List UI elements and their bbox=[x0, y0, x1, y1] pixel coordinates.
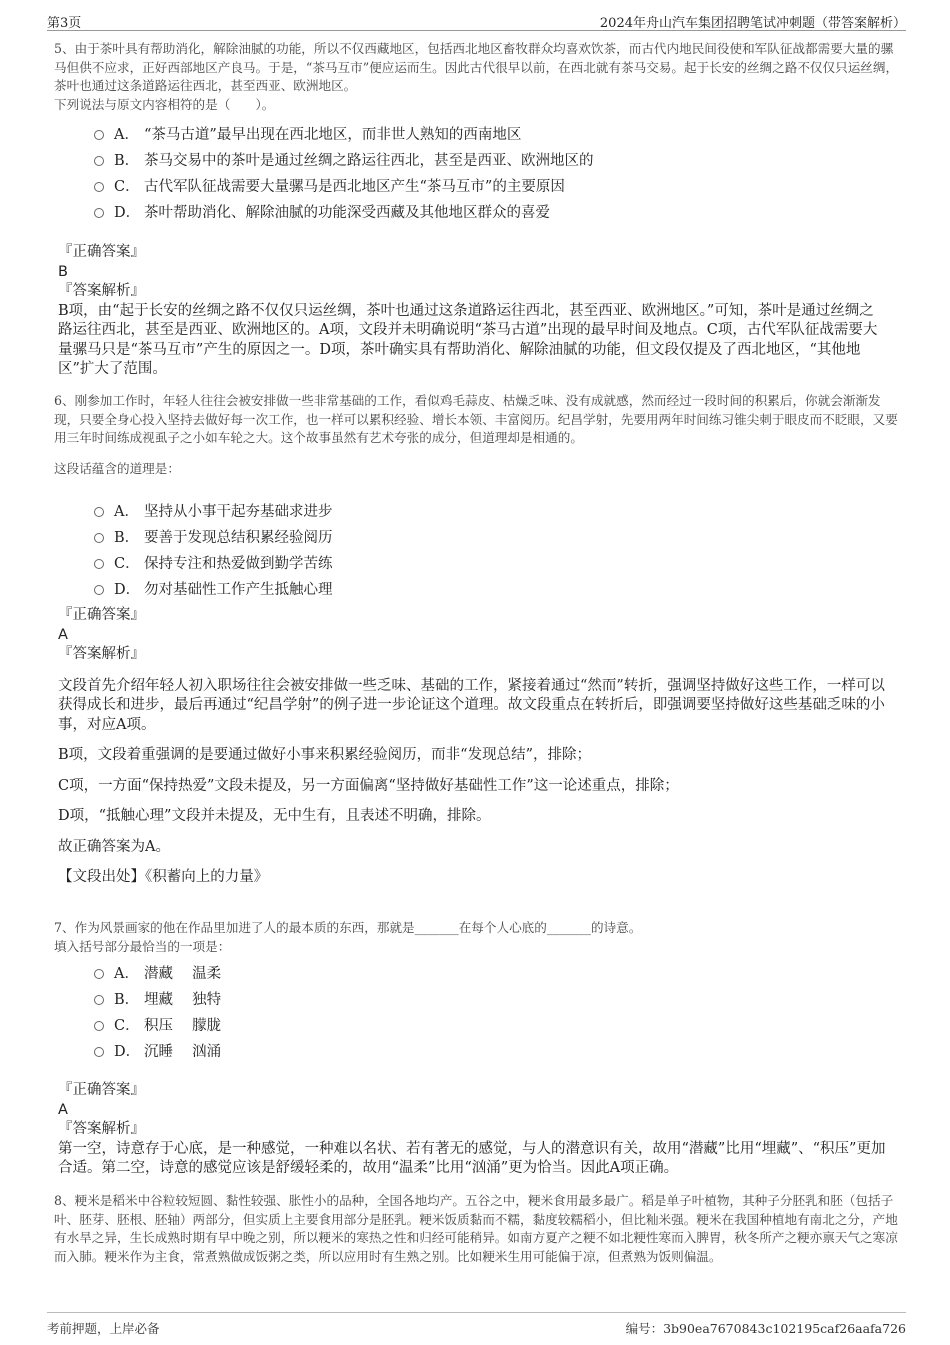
analysis-label: 『答案解析』 bbox=[58, 283, 145, 299]
question-prompt: 下列说法与原文内容相符的是（ ）。 bbox=[54, 96, 275, 112]
radio-icon[interactable] bbox=[94, 559, 104, 569]
analysis-label: 『答案解析』 bbox=[58, 646, 145, 662]
answer-label: 『正确答案』 bbox=[58, 607, 145, 623]
option-b[interactable]: B． 要善于发现总结积累经验阅历 bbox=[94, 523, 874, 549]
radio-icon[interactable] bbox=[94, 507, 104, 517]
radio-icon[interactable] bbox=[94, 585, 104, 595]
analysis-text: 第一空，诗意存于心底，是一种感觉，一种难以名状、若有著无的感觉，与人的潜意识有关，故用“潜藏”比用“埋藏”、“积压”更加合适。第二空，诗意的感觉应该是舒缓轻柔的，故用“温柔”比用“汹涌”更为恰当。因此A项正确。 bbox=[58, 1140, 886, 1176]
question-text: 6、刚参加工作时，年轻人往往会被安排做一些非常基础的工作，看似鸡毛蒜皮、枯燥乏味、没有成就感，然而经过一段时间的积累后，你就会渐渐发现，只要全身心投入坚持去做好每一次工作，也一样可以累积经验、增长本领、丰富阅历。纪昌学射，先要用两年时间练习锥尖刺于眼皮而不眨眼，又要用三年时间练成视虱子之小如车轮之大。这个故事虽然有艺术夸张的成分，但道理却是相通的。 bbox=[54, 393, 898, 445]
page-header bbox=[47, 8, 906, 31]
page-footer bbox=[47, 1312, 906, 1337]
radio-icon[interactable] bbox=[94, 208, 104, 218]
document-title: 2024年舟山汽车集团招聘笔试冲刺题（带答案解析） bbox=[599, 16, 906, 31]
analysis-text: B项，由“起于长安的丝绸之路不仅仅只运丝绸，茶叶也通过这条道路运往西北，甚至西亚、欧洲地区。”可知，茶叶是通过丝绸之路运往西北，甚至是西亚、欧洲地区的。A项，文段并未明确说明“茶马古道”出现的最早时间及地点。C项，古代军队征战需要大量骡马只是“茶马互市”产生的原因之一。D项，茶叶确实具有帮助消化、解除油腻的功能，但文段仅提及了西北地区，“其他地区”扩大了范围。 bbox=[58, 302, 878, 377]
question-8-stem bbox=[54, 1192, 900, 1266]
question-7-stem bbox=[54, 919, 900, 956]
analysis-paragraph: 文段首先介绍年轻人初入职场往往会被安排做一些乏味、基础的工作，紧接着通过“然而”转折，强调坚持做好这些工作，一样可以获得成长和进步，最后再通过“纪昌学射”的例子进一步论证这个道理。故文段重点在转折后，即强调要坚持做好这些基础乏味的小事，对应A项。 bbox=[58, 677, 885, 733]
radio-icon[interactable] bbox=[94, 156, 104, 166]
question-7-options bbox=[94, 959, 874, 1063]
option-d[interactable]: D． 茶叶帮助消化、解除油腻的功能深受西藏及其他地区群众的喜爱 bbox=[94, 198, 874, 224]
option-a[interactable]: A． “茶马古道”最早出现在西北地区，而非世人熟知的西南地区 bbox=[94, 120, 874, 146]
radio-icon[interactable] bbox=[94, 130, 104, 140]
analysis-label: 『答案解析』 bbox=[58, 1121, 145, 1137]
answer-value: A bbox=[58, 626, 68, 643]
question-5-answer bbox=[58, 243, 888, 380]
radio-icon[interactable] bbox=[94, 1021, 104, 1031]
option-c[interactable]: C． 保持专注和热爱做到勤学苦练 bbox=[94, 549, 874, 575]
analysis-paragraph: D项，“抵触心理”文段并未提及，无中生有，且表述不明确，排除。 bbox=[58, 808, 491, 824]
analysis-paragraph: B项，文段着重强调的是要通过做好小事来积累经验阅历，而非“发现总结”，排除； bbox=[58, 747, 591, 763]
option-d[interactable]: D． 沉睡 汹涌 bbox=[94, 1037, 874, 1063]
question-text: 8、粳米是稻米中谷粒较短圆、黏性较强、胀性小的品种，全国各地均产。五谷之中，粳米食用最多最广。稻是单子叶植物，其种子分胚乳和胚（包括子叶、胚芽、胚根、胚轴）两部分，但实质上主要食用部分是胚乳。粳米饭质黏而不糯，黏度较糯稻小，但比籼米强。粳米在我国种植地有南北之分，产地有水旱之异，生长成熟时期有早中晚之别，所以粳米的寒热之性和归经可能稍异。如南方夏产之粳不如北粳性寒而入脾胃，秋冬所产之粳亦禀天气之寒凉而入肺。粳米作为主食，常煮熟做成饭粥之类，所以应用时有生熟之别。比如粳米生用可能偏于凉，但煮熟为饭则偏温。 bbox=[54, 1193, 898, 1264]
option-b[interactable]: B． 茶马交易中的茶叶是通过丝绸之路运往西北，甚至是西亚、欧洲地区的 bbox=[94, 146, 874, 172]
radio-icon[interactable] bbox=[94, 995, 104, 1005]
answer-label: 『正确答案』 bbox=[58, 1082, 145, 1098]
radio-icon[interactable] bbox=[94, 182, 104, 192]
question-text: 5、由于茶叶具有帮助消化，解除油腻的功能，所以不仅西藏地区，包括西北地区畜牧群众均喜欢饮茶，而古代内地民间役使和军队征战都需要大量的骡马但供不应求，正好西部地区产良马。于是，“茶马互市”便应运而生。因此古代很早以前，在西北就有茶马交易。起于长安的丝绸之路不仅仅只运丝绸，茶叶也通过这条道路运往西北，甚至西亚、欧洲地区。 bbox=[54, 41, 899, 93]
answer-value: A bbox=[58, 1101, 68, 1118]
question-prompt: 填入括号部分最恰当的一项是： bbox=[54, 938, 231, 954]
radio-icon[interactable] bbox=[94, 533, 104, 543]
answer-value: B bbox=[58, 263, 68, 280]
question-5-stem bbox=[54, 40, 900, 114]
question-6-answer bbox=[58, 606, 888, 888]
analysis-paragraph: 故正确答案为A。 bbox=[58, 838, 170, 855]
question-text: 7、作为风景画家的他在作品里加进了人的最本质的东西，那就是_______在每个人心底的_______的诗意。 bbox=[54, 920, 642, 935]
question-5-options bbox=[94, 120, 874, 224]
radio-icon[interactable] bbox=[94, 969, 104, 979]
question-6-options bbox=[94, 497, 874, 601]
document-id: 编号：3b90ea7670843c102195caf26aafa726 bbox=[625, 1321, 906, 1336]
question-prompt: 这段话蕴含的道理是： bbox=[54, 460, 180, 476]
option-b[interactable]: B． 埋藏 独特 bbox=[94, 985, 874, 1011]
option-d[interactable]: D． 勿对基础性工作产生抵触心理 bbox=[94, 575, 874, 601]
question-7-answer bbox=[58, 1081, 888, 1179]
source-citation: 【文段出处】《积蓄向上的力量》 bbox=[58, 869, 269, 885]
option-c[interactable]: C． 古代军队征战需要大量骡马是西北地区产生“茶马互市”的主要原因 bbox=[94, 172, 874, 198]
question-6-stem bbox=[54, 392, 900, 478]
option-a[interactable]: A． 坚持从小事干起夯基础求进步 bbox=[94, 497, 874, 523]
option-c[interactable]: C． 积压 朦胧 bbox=[94, 1011, 874, 1037]
footer-slogan: 考前押题，上岸必备 bbox=[47, 1321, 160, 1336]
option-a[interactable]: A． 潜藏 温柔 bbox=[94, 959, 874, 985]
page-number: 第3页 bbox=[47, 16, 82, 31]
analysis-paragraph: C项，一方面“保持热爱”文段未提及，另一方面偏离“坚持做好基础性工作”这一论述重点，排除； bbox=[58, 777, 679, 794]
radio-icon[interactable] bbox=[94, 1047, 104, 1057]
answer-label: 『正确答案』 bbox=[58, 244, 145, 260]
